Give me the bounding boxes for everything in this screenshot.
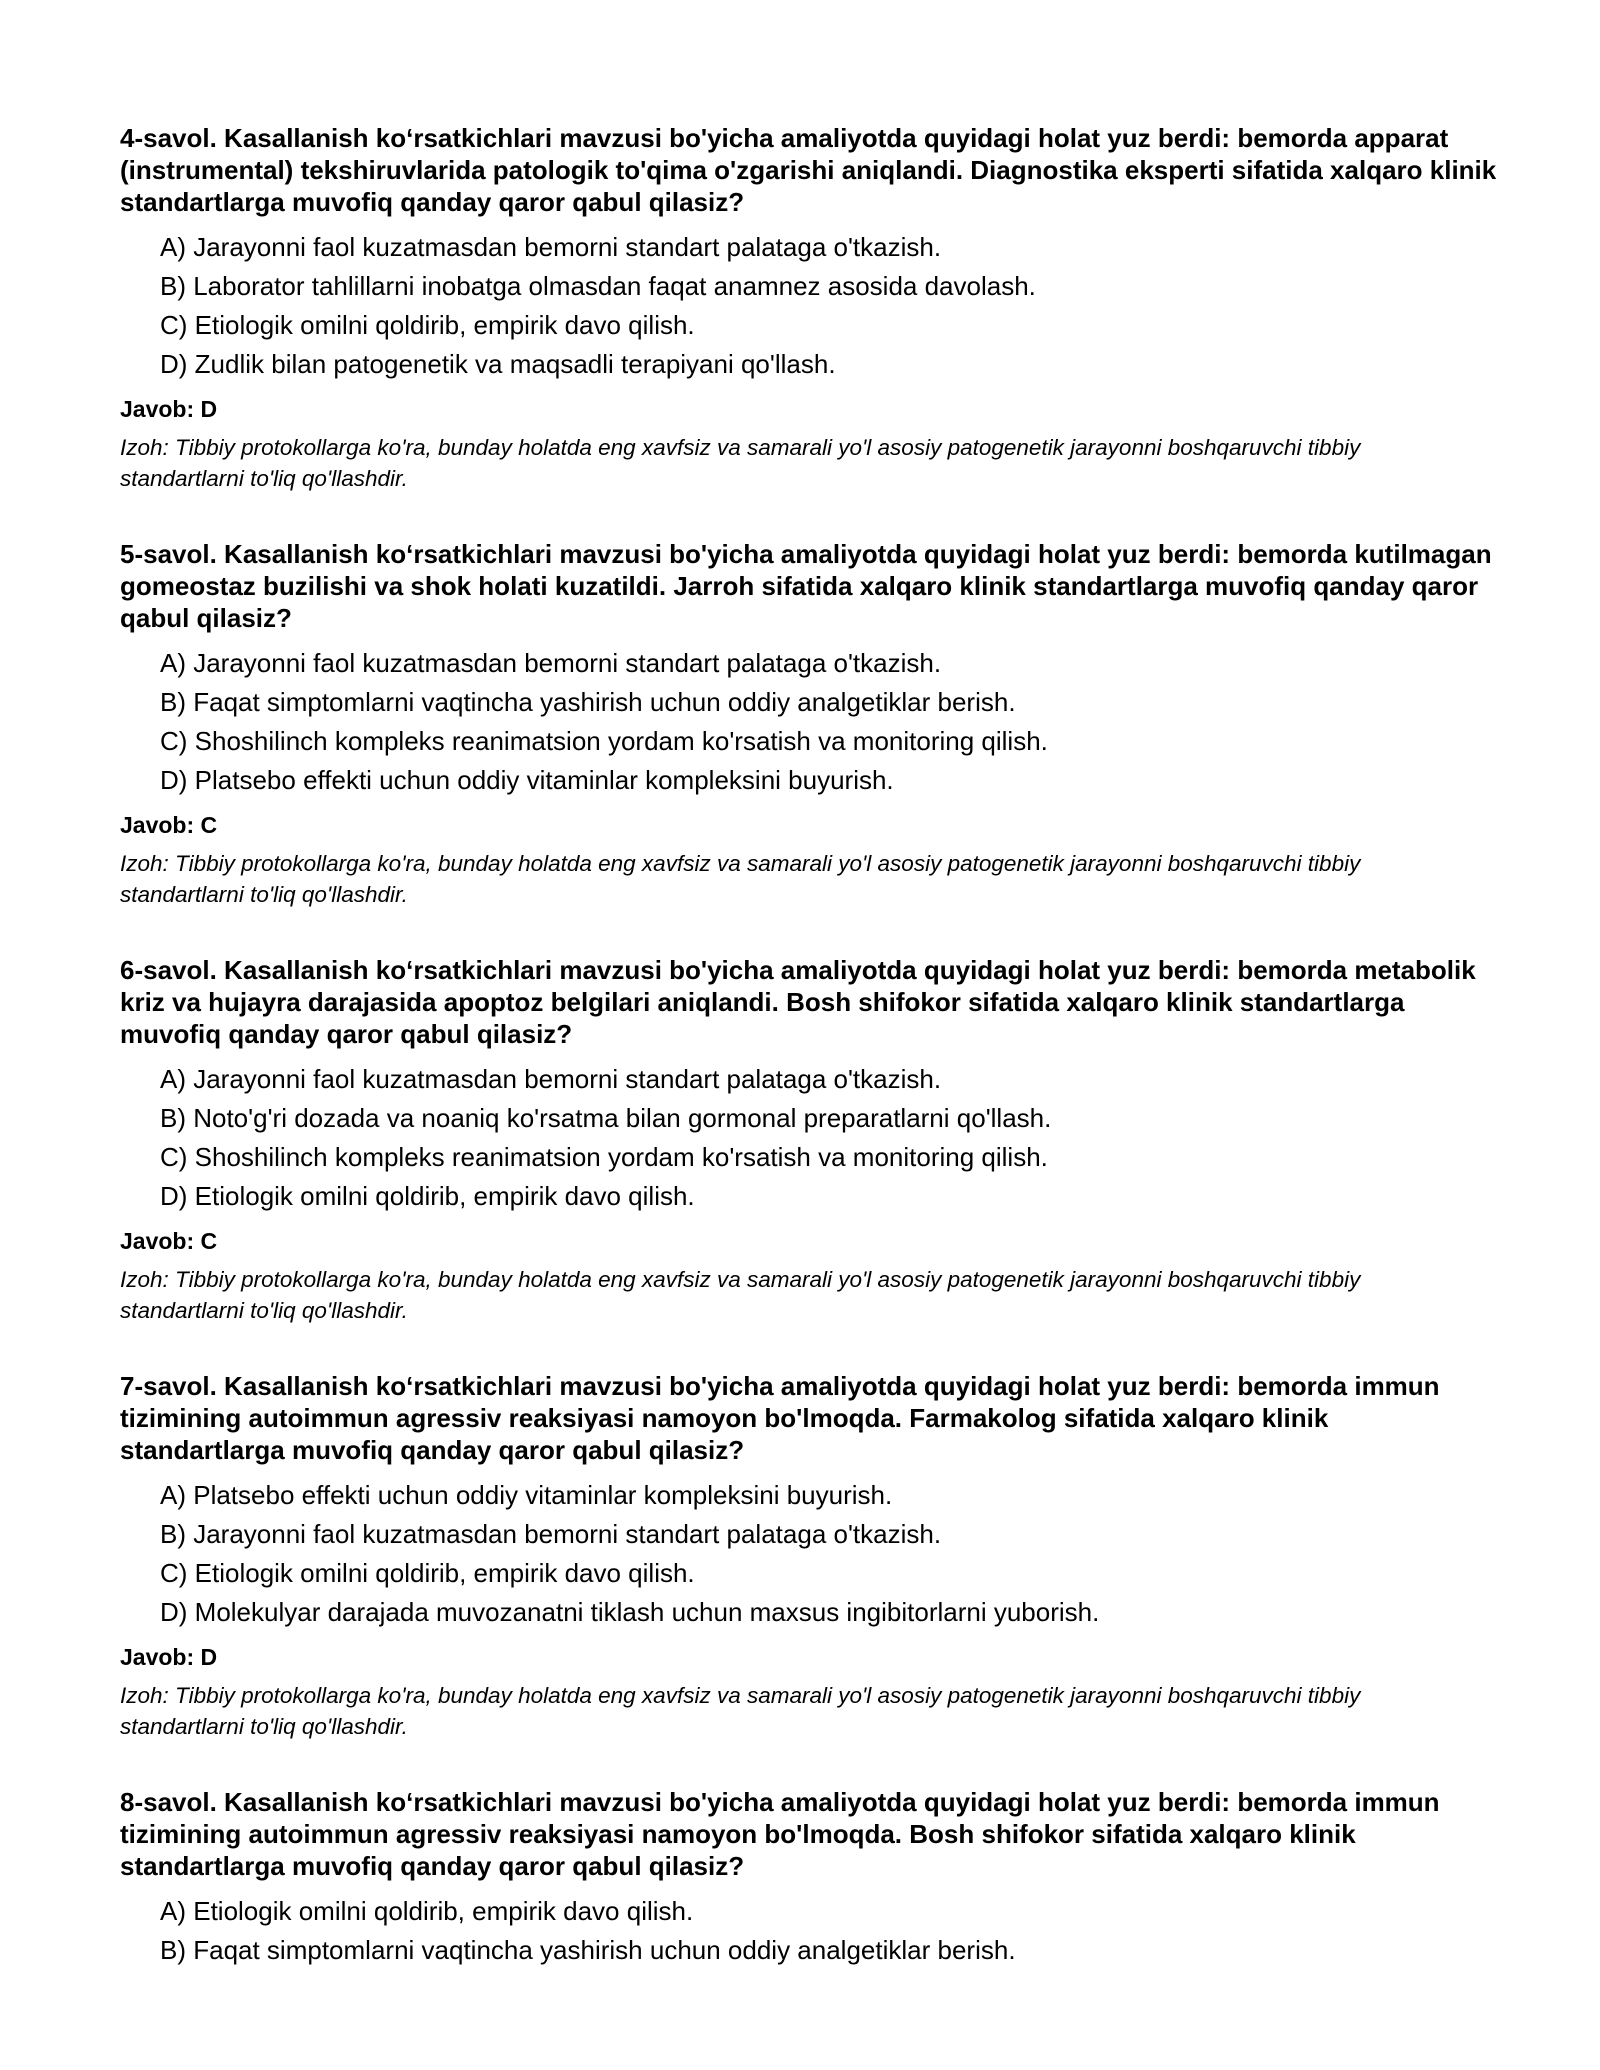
option-a: A) Etiologik omilni qoldirib, empirik davo qilish. — [160, 1896, 694, 1926]
option-list — [120, 228, 1500, 384]
question-4 — [120, 122, 1500, 494]
option-list — [120, 644, 1500, 800]
option-c: C) Etiologik omilni qoldirib, empirik davo qilish. — [160, 310, 695, 340]
explanation-note: Izoh: Tibbiy protokollarga ko'ra, bunday holatda eng xavfsiz va samarali yo'l asosiy patogenetik jarayonni boshqaruvchi tibbiy standartlarni to'liq qo'llashdir. — [120, 1267, 1361, 1323]
option-a: A) Jarayonni faol kuzatmasdan bemorni standart palataga o'tkazish. — [160, 232, 942, 262]
answer-label: Javob: D — [120, 1644, 218, 1670]
answer-label: Javob: C — [120, 812, 218, 838]
option-list — [120, 1060, 1500, 1216]
option-a: A) Jarayonni faol kuzatmasdan bemorni standart palataga o'tkazish. — [160, 648, 942, 678]
question-6 — [120, 954, 1500, 1326]
option-b: B) Faqat simptomlarni vaqtincha yashirish uchun oddiy analgetiklar berish. — [160, 687, 1016, 717]
answer-label: Javob: D — [120, 396, 218, 422]
option-d: D) Zudlik bilan patogenetik va maqsadli terapiyani qo'llash. — [160, 349, 836, 379]
option-b: B) Faqat simptomlarni vaqtincha yashirish uchun oddiy analgetiklar berish. — [160, 1935, 1016, 1965]
option-a: A) Jarayonni faol kuzatmasdan bemorni standart palataga o'tkazish. — [160, 1064, 942, 1094]
option-d: D) Etiologik omilni qoldirib, empirik davo qilish. — [160, 1181, 695, 1211]
question-title: 7-savol. Kasallanish ko‘rsatkichlari mavzusi bo'yicha amaliyotda quyidagi holat yuz berdi: bemorda immun tizimining autoimmun agressiv reaksiyasi namoyon bo'lmoqda. Farmakolog sifatida xalqaro klinik standartlarga muvofiq qanday qaror qabul qilasiz? — [120, 1371, 1440, 1465]
question-7 — [120, 1370, 1500, 1742]
document-page — [120, 122, 1500, 2014]
option-b: B) Jarayonni faol kuzatmasdan bemorni standart palataga o'tkazish. — [160, 1519, 942, 1549]
explanation-note: Izoh: Tibbiy protokollarga ko'ra, bunday holatda eng xavfsiz va samarali yo'l asosiy patogenetik jarayonni boshqaruvchi tibbiy standartlarni to'liq qo'llashdir. — [120, 435, 1361, 491]
option-c: C) Etiologik omilni qoldirib, empirik davo qilish. — [160, 1558, 695, 1588]
question-5 — [120, 538, 1500, 910]
explanation-note: Izoh: Tibbiy protokollarga ko'ra, bunday holatda eng xavfsiz va samarali yo'l asosiy patogenetik jarayonni boshqaruvchi tibbiy standartlarni to'liq qo'llashdir. — [120, 851, 1361, 907]
explanation-note: Izoh: Tibbiy protokollarga ko'ra, bunday holatda eng xavfsiz va samarali yo'l asosiy patogenetik jarayonni boshqaruvchi tibbiy standartlarni to'liq qo'llashdir. — [120, 1683, 1361, 1739]
option-a: A) Platsebo effekti uchun oddiy vitaminlar kompleksini buyurish. — [160, 1480, 893, 1510]
option-c: C) Shoshilinch kompleks reanimatsion yordam ko'rsatish va monitoring qilish. — [160, 726, 1048, 756]
option-list — [120, 1892, 1500, 1970]
option-d: D) Molekulyar darajada muvozanatni tiklash uchun maxsus ingibitorlarni yuborish. — [160, 1597, 1100, 1627]
option-b: B) Noto'g'ri dozada va noaniq ko'rsatma bilan gormonal preparatlarni qo'llash. — [160, 1103, 1052, 1133]
question-title: 8-savol. Kasallanish ko‘rsatkichlari mavzusi bo'yicha amaliyotda quyidagi holat yuz berdi: bemorda immun tizimining autoimmun agressiv reaksiyasi namoyon bo'lmoqda. Bosh shifokor sifatida xalqaro klinik standartlarga muvofiq qanday qaror qabul qilasiz? — [120, 1787, 1440, 1881]
answer-label: Javob: C — [120, 1228, 218, 1254]
option-c: C) Shoshilinch kompleks reanimatsion yordam ko'rsatish va monitoring qilish. — [160, 1142, 1048, 1172]
option-list — [120, 1476, 1500, 1632]
question-title: 6-savol. Kasallanish ko‘rsatkichlari mavzusi bo'yicha amaliyotda quyidagi holat yuz berdi: bemorda metabolik kriz va hujayra darajasida apoptoz belgilari aniqlandi. Bosh shifokor sifatida xalqaro klinik standartlarga muvofiq qanday qaror qabul qilasiz? — [120, 955, 1476, 1049]
question-title: 4-savol. Kasallanish ko‘rsatkichlari mavzusi bo'yicha amaliyotda quyidagi holat yuz berdi: bemorda apparat (instrumental) tekshiruvlarida patologik to'qima o'zgarishi aniqlandi. Diagnostika eksperti sifatida xalqaro klinik standartlarga muvofiq qanday qaror qabul qilasiz? — [120, 123, 1497, 217]
option-b: B) Laborator tahlillarni inobatga olmasdan faqat anamnez asosida davolash. — [160, 271, 1036, 301]
option-d: D) Platsebo effekti uchun oddiy vitaminlar kompleksini buyurish. — [160, 765, 894, 795]
question-title: 5-savol. Kasallanish ko‘rsatkichlari mavzusi bo'yicha amaliyotda quyidagi holat yuz berdi: bemorda kutilmagan gomeostaz buzilishi va shok holati kuzatildi. Jarroh sifatida xalqaro klinik standartlarga muvofiq qanday qaror qabul qilasiz? — [120, 539, 1492, 633]
question-8 — [120, 1786, 1500, 1970]
